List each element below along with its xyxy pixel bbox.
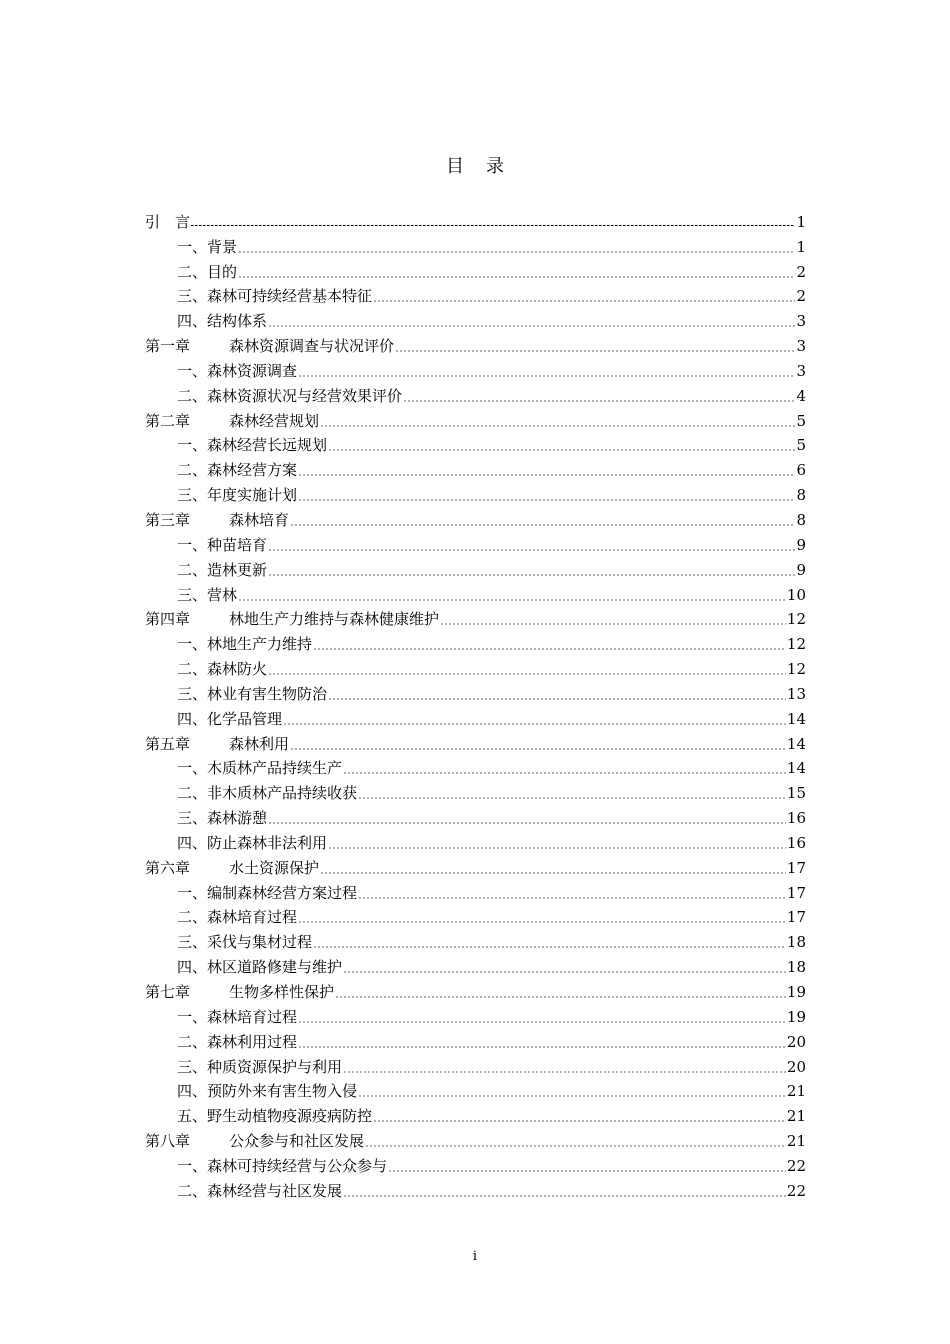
dot-leader xyxy=(328,449,795,451)
toc-page-number: 16 xyxy=(786,809,806,828)
toc-section-entry[interactable] xyxy=(145,754,806,779)
chapter-number: 第七章 xyxy=(145,983,191,1001)
toc-entry-label xyxy=(177,585,237,605)
toc-page-number: 2 xyxy=(796,287,806,306)
toc-entry-text: 森林利用 xyxy=(229,734,290,753)
toc-entry-label xyxy=(177,1156,387,1176)
toc-section-entry[interactable] xyxy=(145,580,806,605)
dot-leader xyxy=(343,1071,786,1073)
toc-section-entry[interactable] xyxy=(145,1027,806,1052)
toc-page-number: 5 xyxy=(796,411,806,430)
table-of-contents xyxy=(145,207,806,1201)
toc-page-number: 17 xyxy=(786,908,806,927)
dot-leader xyxy=(268,549,795,551)
toc-section-entry[interactable] xyxy=(145,704,806,729)
dot-leader xyxy=(298,921,786,923)
toc-section-entry[interactable] xyxy=(145,1176,806,1201)
toc-entry-label xyxy=(145,734,289,754)
toc-entry-text: 一、编制森林经营方案过程 xyxy=(177,883,358,902)
dot-leader xyxy=(238,276,795,278)
toc-section-entry[interactable] xyxy=(145,480,806,505)
toc-entry-label xyxy=(177,659,267,679)
toc-entry-label xyxy=(145,411,319,431)
toc-page-number: 5 xyxy=(796,436,806,455)
chapter-number: 第四章 xyxy=(145,610,191,629)
toc-page-number: 17 xyxy=(786,883,806,902)
toc-chapter-entry[interactable] xyxy=(145,853,806,878)
dot-leader xyxy=(335,996,786,998)
toc-section-entry[interactable] xyxy=(145,455,806,480)
toc-page-number: 12 xyxy=(786,610,806,629)
toc-entry-label xyxy=(177,1032,297,1052)
toc-entry-intro[interactable] xyxy=(145,207,806,232)
toc-page-number: 1 xyxy=(796,212,806,231)
toc-entry-text: 三、森林可持续经营基本特征 xyxy=(177,287,373,306)
toc-chapter-entry[interactable] xyxy=(145,605,806,630)
chapter-number: 第五章 xyxy=(145,734,191,753)
toc-chapter-entry[interactable] xyxy=(145,729,806,754)
toc-entry-text: 一、背景 xyxy=(177,237,238,256)
toc-entry-label xyxy=(177,1007,297,1027)
toc-section-entry[interactable] xyxy=(145,828,806,853)
toc-entry-text: 林地生产力维持与森林健康维护 xyxy=(229,610,440,629)
toc-page-number: 13 xyxy=(786,684,806,703)
toc-chapter-entry[interactable] xyxy=(145,977,806,1002)
dot-leader xyxy=(440,623,786,625)
toc-page-number: 9 xyxy=(796,535,806,554)
toc-section-entry[interactable] xyxy=(145,952,806,977)
toc-section-entry[interactable] xyxy=(145,530,806,555)
toc-chapter-entry[interactable] xyxy=(145,331,806,356)
toc-section-entry[interactable] xyxy=(145,381,806,406)
chapter-number: 第一章 xyxy=(145,337,191,356)
toc-page-number: 12 xyxy=(786,635,806,654)
toc-page-number: 9 xyxy=(796,560,806,579)
toc-entry-label xyxy=(177,758,342,778)
dot-leader xyxy=(238,599,786,601)
toc-page-number: 3 xyxy=(796,361,806,380)
toc-page-number: 4 xyxy=(796,386,806,405)
toc-section-entry[interactable] xyxy=(145,1002,806,1027)
toc-entry-label xyxy=(177,286,372,306)
toc-page-number: 21 xyxy=(786,1132,806,1151)
toc-entry-text: 三、营林 xyxy=(177,585,238,604)
toc-page-number: 18 xyxy=(786,933,806,952)
toc-chapter-entry[interactable] xyxy=(145,505,806,530)
toc-entry-label xyxy=(177,833,327,853)
toc-entry-label xyxy=(177,535,267,555)
dot-leader xyxy=(373,300,795,302)
toc-section-entry[interactable] xyxy=(145,257,806,282)
toc-section-entry[interactable] xyxy=(145,778,806,803)
toc-page-number: 20 xyxy=(786,1032,806,1051)
toc-section-entry[interactable] xyxy=(145,803,806,828)
toc-page-number: 14 xyxy=(786,759,806,778)
toc-entry-label xyxy=(177,237,237,257)
toc-entry-text: 一、种苗培育 xyxy=(177,535,268,554)
toc-entry-text: 二、目的 xyxy=(177,262,238,281)
toc-page-number: 22 xyxy=(786,1181,806,1200)
dot-leader xyxy=(343,772,786,774)
toc-entry-text: 四、结构体系 xyxy=(177,312,268,331)
toc-entry-label xyxy=(145,510,289,530)
toc-page-number: 14 xyxy=(786,734,806,753)
toc-entry-text: 水土资源保护 xyxy=(229,858,320,877)
dot-leader xyxy=(358,1095,786,1097)
toc-page-number: 15 xyxy=(786,784,806,803)
toc-entry-label xyxy=(145,609,439,629)
dot-leader xyxy=(403,400,795,402)
toc-section-entry[interactable] xyxy=(145,431,806,456)
toc-entry-text: 二、非木质林产品持续收获 xyxy=(177,784,358,803)
toc-section-entry[interactable] xyxy=(145,654,806,679)
toc-section-entry[interactable] xyxy=(145,1052,806,1077)
dot-leader xyxy=(298,499,795,501)
toc-entry-label xyxy=(177,386,402,406)
dot-leader xyxy=(298,1021,786,1023)
dot-leader xyxy=(373,1120,786,1122)
dot-leader xyxy=(298,375,795,377)
page-footer-number: i xyxy=(472,1249,478,1264)
toc-page-number: 22 xyxy=(786,1156,806,1175)
dot-leader xyxy=(268,574,795,576)
toc-entry-text: 四、预防外来有害生物入侵 xyxy=(177,1082,358,1101)
toc-entry-label xyxy=(177,783,357,803)
toc-entry-label xyxy=(177,684,327,704)
dot-leader xyxy=(313,648,786,650)
toc-page-number: 3 xyxy=(796,312,806,331)
toc-entry-label xyxy=(177,907,297,927)
toc-entry-text: 三、种质资源保护与利用 xyxy=(177,1057,343,1076)
toc-chapter-entry[interactable] xyxy=(145,406,806,431)
toc-entry-label xyxy=(145,982,334,1002)
toc-entry-label xyxy=(177,485,297,505)
toc-entry-text: 一、森林可持续经营与公众参与 xyxy=(177,1156,388,1175)
toc-section-entry[interactable] xyxy=(145,555,806,580)
dot-leader xyxy=(395,350,795,352)
toc-entry-text: 三、林业有害生物防治 xyxy=(177,684,328,703)
dot-leader xyxy=(320,872,786,874)
dot-leader xyxy=(365,1145,786,1147)
toc-page-number: 10 xyxy=(786,585,806,604)
dot-leader xyxy=(388,1170,786,1172)
toc-entry-text: 生物多样性保护 xyxy=(229,983,335,1001)
toc-page-number: 14 xyxy=(786,709,806,728)
dot-leader xyxy=(358,897,786,899)
toc-entry-text: 一、森林经营长远规划 xyxy=(177,436,328,455)
toc-entry-text: 森林资源调查与状况评价 xyxy=(229,337,395,356)
title-char-1: 目 xyxy=(446,156,464,177)
dot-leader xyxy=(328,698,786,700)
toc-entry-text: 森林经营规划 xyxy=(229,411,320,430)
toc-page-number: 3 xyxy=(796,337,806,356)
toc-entry-label xyxy=(177,1057,342,1077)
dot-leader xyxy=(290,524,795,526)
toc-section-entry[interactable] xyxy=(145,629,806,654)
toc-entry-label xyxy=(177,709,282,729)
dot-leader xyxy=(320,425,795,427)
toc-page-number: 2 xyxy=(796,262,806,281)
toc-entry-label xyxy=(177,957,342,977)
chapter-number: 第三章 xyxy=(145,510,191,529)
toc-entry-text: 二、森林防火 xyxy=(177,660,268,679)
toc-page-number: 12 xyxy=(786,660,806,679)
toc-entry-text: 四、化学品管理 xyxy=(177,709,283,728)
toc-entry-label xyxy=(177,435,327,455)
title-char-2: 录 xyxy=(486,156,504,177)
toc-entry-text: 二、森林经营方案 xyxy=(177,461,298,480)
toc-page-number: 6 xyxy=(796,461,806,480)
toc-section-entry[interactable] xyxy=(145,878,806,903)
toc-page-number: 21 xyxy=(786,1082,806,1101)
chapter-number: 第六章 xyxy=(145,858,191,877)
toc-entry-text: 森林培育 xyxy=(229,510,290,529)
toc-entry-label xyxy=(177,1181,342,1201)
page-title xyxy=(0,152,950,178)
toc-entry-text: 四、林区道路修建与维护 xyxy=(177,958,343,977)
toc-chapter-entry[interactable] xyxy=(145,1126,806,1151)
toc-section-entry[interactable] xyxy=(145,903,806,928)
toc-page-number: 19 xyxy=(786,983,806,1001)
toc-entry-text: 一、林地生产力维持 xyxy=(177,635,313,654)
dot-leader xyxy=(298,474,795,476)
toc-page-number: 20 xyxy=(786,1057,806,1076)
toc-entry-text: 一、森林培育过程 xyxy=(177,1007,298,1026)
toc-entry-label xyxy=(177,560,267,580)
toc-section-entry[interactable] xyxy=(145,282,806,307)
dot-leader xyxy=(358,797,786,799)
toc-entry-label xyxy=(145,858,319,878)
toc-entry-label xyxy=(177,1081,357,1101)
toc-entry-text: 二、森林资源状况与经营效果评价 xyxy=(177,386,403,405)
dot-leader xyxy=(298,1046,786,1048)
toc-section-entry[interactable] xyxy=(145,1151,806,1176)
toc-entry-text: 一、木质林产品持续生产 xyxy=(177,759,343,778)
toc-page-number: 16 xyxy=(786,833,806,852)
toc-entry-label: 引 言 xyxy=(145,212,191,231)
toc-page-number: 8 xyxy=(796,510,806,529)
dot-leader xyxy=(238,251,795,253)
toc-page-number: 1 xyxy=(796,237,806,256)
dot-leader xyxy=(328,847,786,849)
toc-section-entry[interactable] xyxy=(145,306,806,331)
dash-leader xyxy=(191,225,795,226)
toc-entry-text: 五、野生动植物疫源疫病防控 xyxy=(177,1107,373,1126)
toc-entry-label xyxy=(177,1106,372,1126)
toc-entry-label xyxy=(177,262,237,282)
toc-entry-label xyxy=(145,1131,364,1151)
toc-entry-label xyxy=(145,336,394,356)
toc-entry-label xyxy=(177,932,312,952)
toc-entry-label xyxy=(177,311,267,331)
chapter-number: 第二章 xyxy=(145,411,191,430)
toc-entry-text: 二、森林利用过程 xyxy=(177,1032,298,1051)
dot-leader xyxy=(343,1195,786,1197)
toc-section-entry[interactable] xyxy=(145,679,806,704)
toc-page-number: 17 xyxy=(786,858,806,877)
toc-entry-label xyxy=(177,460,297,480)
dot-leader xyxy=(290,748,786,750)
chapter-number: 第八章 xyxy=(145,1132,191,1151)
toc-section-entry[interactable] xyxy=(145,927,806,952)
toc-entry-text: 一、森林资源调查 xyxy=(177,361,298,380)
toc-section-entry[interactable] xyxy=(145,1077,806,1102)
toc-section-entry[interactable] xyxy=(145,232,806,257)
toc-page-number: 19 xyxy=(786,1007,806,1026)
toc-entry-label xyxy=(177,634,312,654)
dot-leader xyxy=(268,822,786,824)
toc-entry-text: 二、森林经营与社区发展 xyxy=(177,1181,343,1200)
dot-leader xyxy=(268,325,795,327)
dot-leader xyxy=(343,971,786,973)
dot-leader xyxy=(283,723,786,725)
toc-entry-text: 三、森林游憩 xyxy=(177,809,268,828)
dot-leader xyxy=(313,946,786,948)
toc-entry-text: 公众参与和社区发展 xyxy=(229,1132,365,1151)
toc-page-number: 18 xyxy=(786,958,806,977)
toc-entry-label xyxy=(177,883,357,903)
toc-section-entry[interactable] xyxy=(145,356,806,381)
toc-entry-text: 四、防止森林非法利用 xyxy=(177,833,328,852)
toc-entry-label xyxy=(177,361,297,381)
toc-entry-text: 二、造林更新 xyxy=(177,560,268,579)
toc-entry-text: 三、年度实施计划 xyxy=(177,486,298,505)
toc-page-number: 21 xyxy=(786,1107,806,1126)
dot-leader xyxy=(268,673,786,675)
toc-page-number: 8 xyxy=(796,486,806,505)
toc-entry-label xyxy=(177,808,267,828)
toc-entry-text: 二、森林培育过程 xyxy=(177,908,298,927)
toc-section-entry[interactable] xyxy=(145,1101,806,1126)
toc-entry-text: 三、采伐与集材过程 xyxy=(177,933,313,952)
